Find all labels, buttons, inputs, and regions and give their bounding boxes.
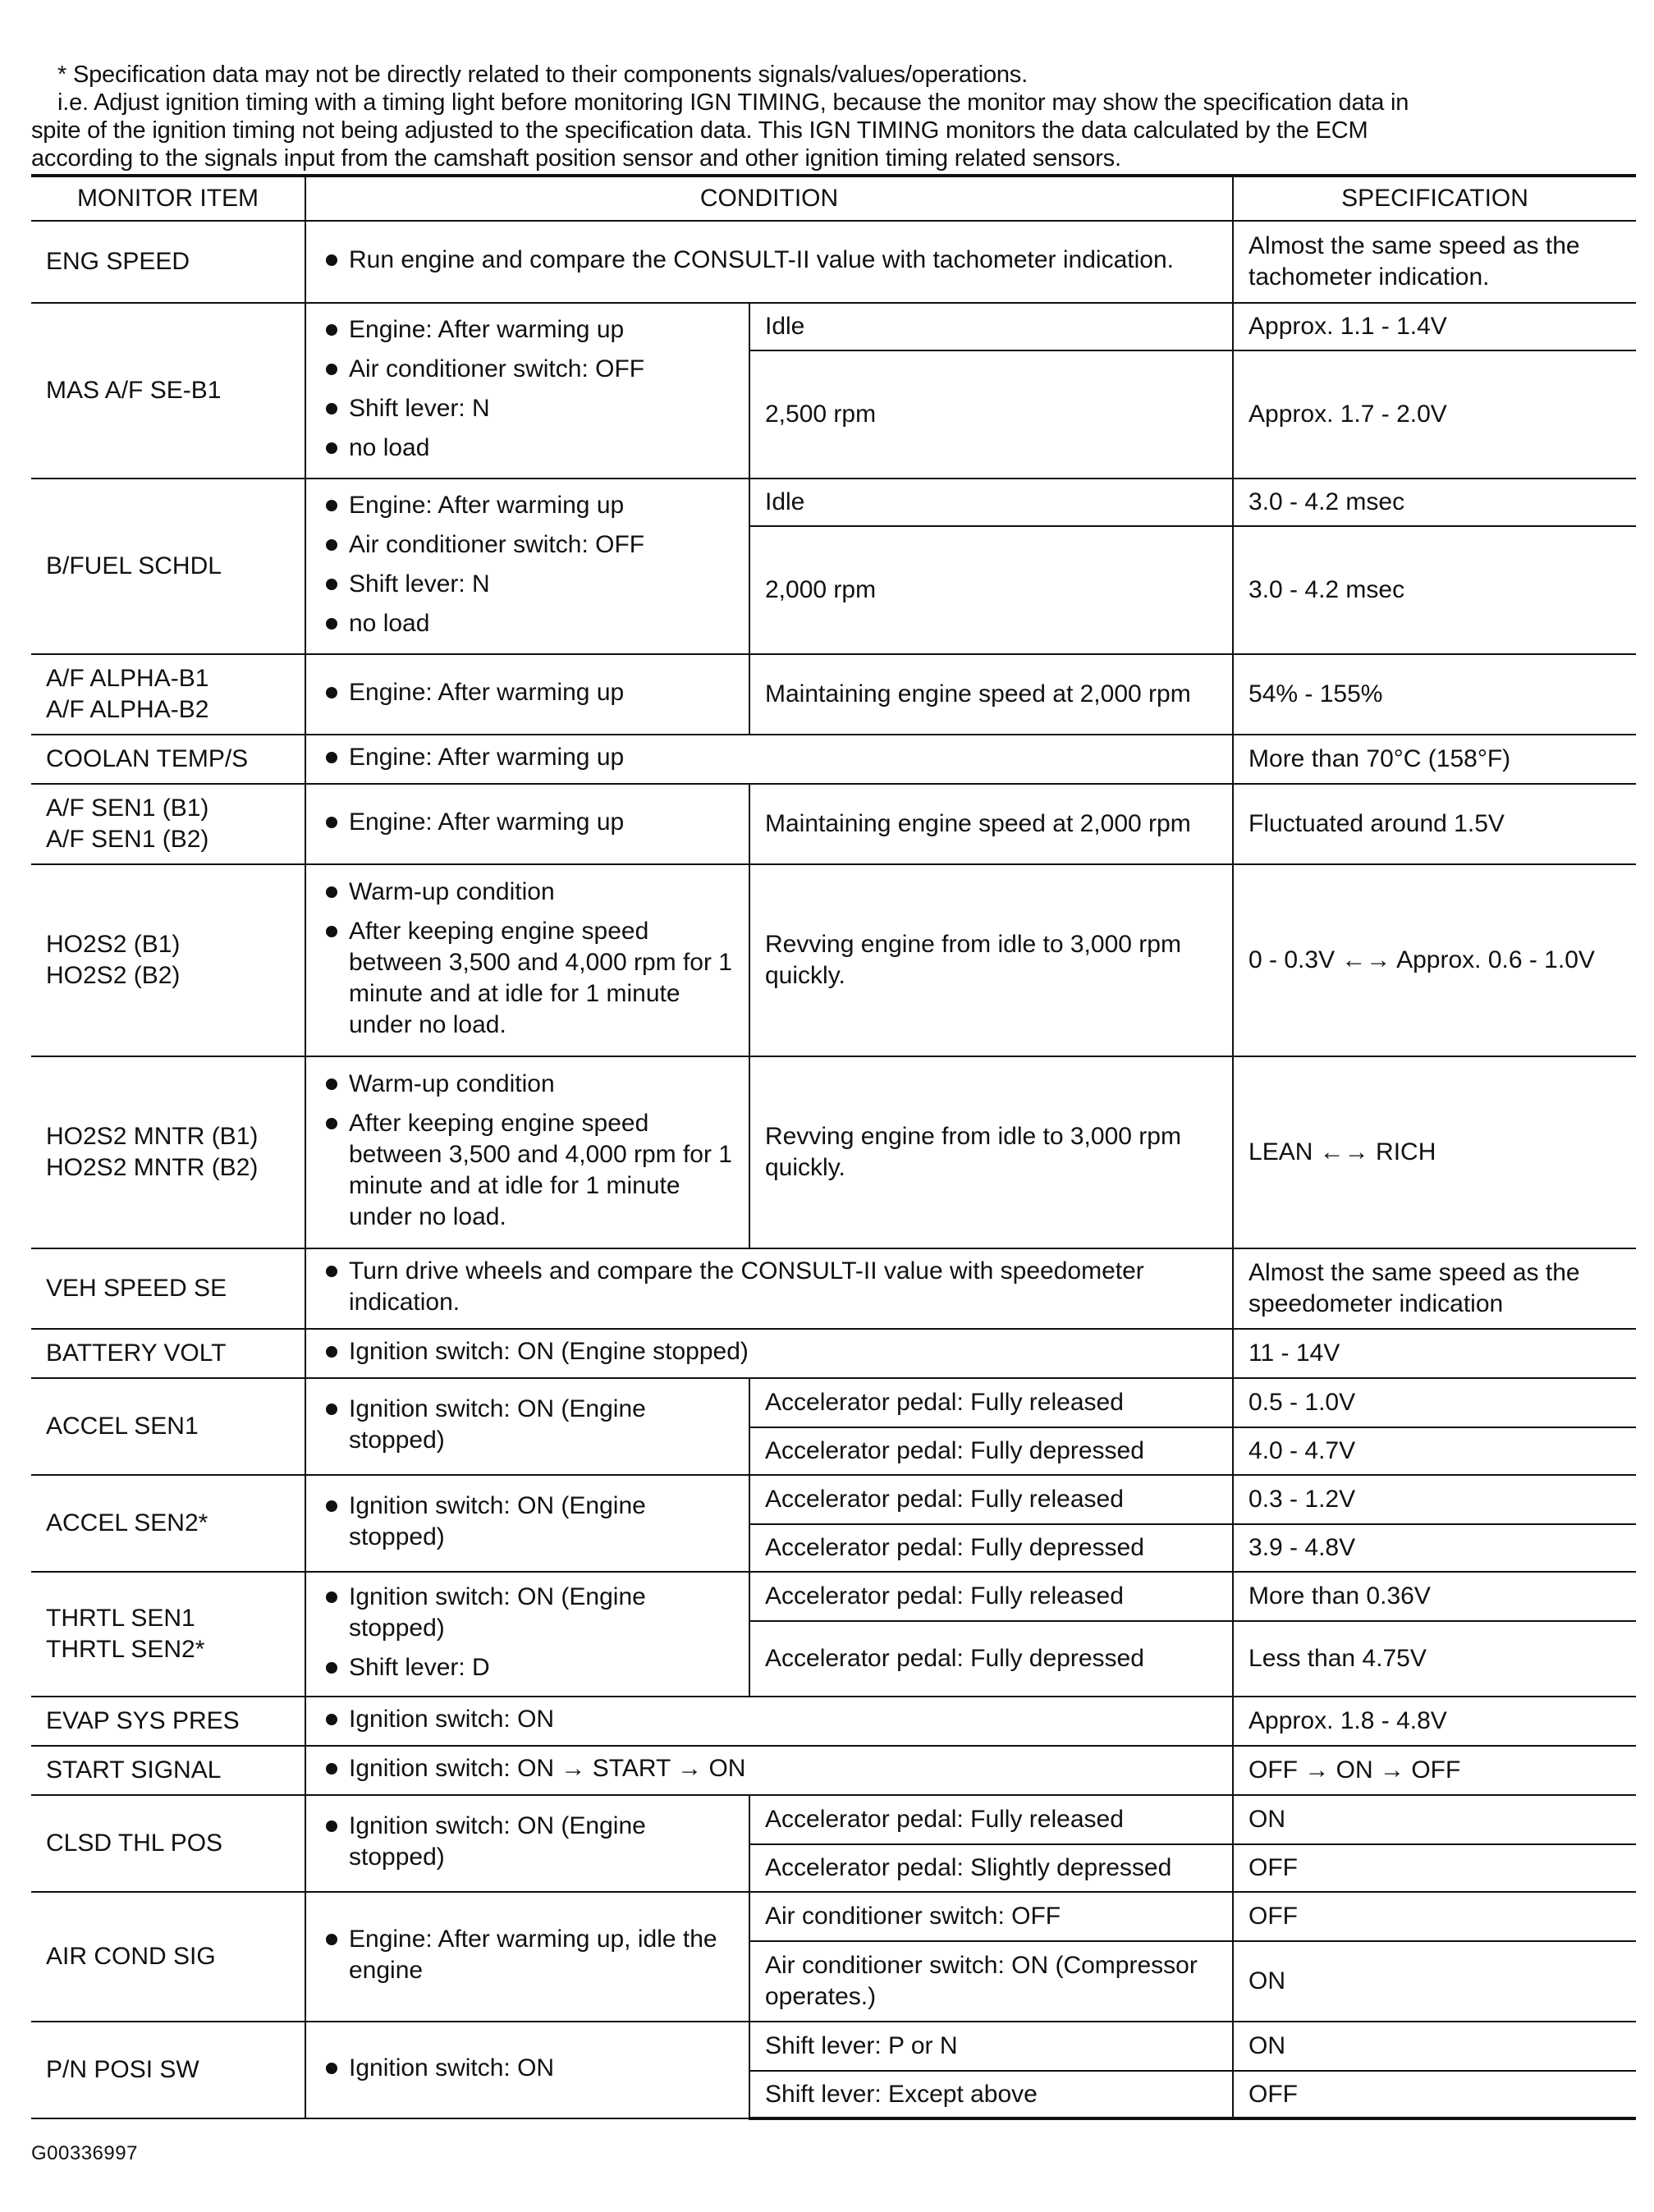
specification-value: Almost the same speed as the speedometer indication xyxy=(1233,1248,1636,1329)
figure-code: G00336997 xyxy=(31,2142,138,2164)
monitor-item: EVAP SYS PRES xyxy=(31,1697,305,1746)
table-row xyxy=(31,654,1636,735)
sub-condition: Revving engine from idle to 3,000 rpm quickly. xyxy=(749,1056,1233,1248)
specification-value: 54% - 155% xyxy=(1233,654,1636,735)
table-row xyxy=(31,1329,1636,1378)
condition-bullet: Ignition switch: ON (Engine stopped) xyxy=(321,1336,1217,1367)
specification-value: 11 - 14V xyxy=(1233,1329,1636,1378)
monitor-item: MAS A/F SE-B1 xyxy=(31,303,305,479)
condition-cell xyxy=(305,1746,1233,1795)
sub-condition: Idle xyxy=(749,479,1233,526)
condition-bullet: Ignition switch: ON (Engine stopped) xyxy=(321,1582,734,1644)
specification-value: Almost the same speed as the tachometer indication. xyxy=(1233,221,1636,303)
condition-bullet: Engine: After warming up xyxy=(321,490,734,521)
monitor-item: ACCEL SEN1 xyxy=(31,1378,305,1475)
specification-value: Approx. 1.7 - 2.0V xyxy=(1233,350,1636,479)
header-specification: SPECIFICATION xyxy=(1233,176,1636,221)
monitor-item: B/FUEL SCHDL xyxy=(31,479,305,654)
sub-condition: Shift lever: P or N xyxy=(749,2022,1233,2071)
condition-bullet: Ignition switch: ON xyxy=(321,1704,1217,1735)
condition-bullet: Air conditioner switch: OFF xyxy=(321,354,734,385)
condition-bullet: Run engine and compare the CONSULT-II value with tachometer indication. xyxy=(321,245,1217,276)
table-header-row xyxy=(31,176,1636,221)
monitor-item-line: THRTL SEN2* xyxy=(46,1636,205,1663)
condition-bullet: Shift lever: N xyxy=(321,569,734,600)
table-row xyxy=(31,1572,1636,1621)
condition-cell xyxy=(305,1572,749,1697)
specification-value: 3.0 - 4.2 msec xyxy=(1233,479,1636,526)
sub-condition: Air conditioner switch: ON (Compressor operates.) xyxy=(749,1941,1233,2022)
specification-value: OFF xyxy=(1233,2071,1636,2118)
sub-condition: Accelerator pedal: Fully depressed xyxy=(749,1621,1233,1697)
monitor-item xyxy=(31,1056,305,1248)
specification-value: LEAN ←→ RICH xyxy=(1233,1056,1636,1248)
monitor-item xyxy=(31,864,305,1056)
header-condition: CONDITION xyxy=(305,176,1233,221)
sub-condition: Accelerator pedal: Fully released xyxy=(749,1378,1233,1427)
condition-bullet: Engine: After warming up xyxy=(321,742,1217,773)
condition-bullet: After keeping engine speed between 3,500 and 4,000 rpm for 1 minute and at idle for 1 minute under no load. xyxy=(321,916,734,1041)
condition-cell xyxy=(305,1248,1233,1329)
monitor-item-line: A/F SEN1 (B1) xyxy=(46,795,209,822)
condition-bullet: Shift lever: N xyxy=(321,393,734,424)
monitor-item xyxy=(31,784,305,864)
specification-value: 0.5 - 1.0V xyxy=(1233,1378,1636,1427)
condition-bullet: Engine: After warming up xyxy=(321,314,734,346)
specification-value: 4.0 - 4.7V xyxy=(1233,1427,1636,1475)
table-row xyxy=(31,303,1636,350)
footnote-line: according to the signals input from the camshaft position sensor and other ignition timing related sensors. xyxy=(31,145,1121,172)
condition-cell xyxy=(305,303,749,479)
condition-cell xyxy=(305,784,749,864)
specification-value: OFF → ON → OFF xyxy=(1233,1746,1636,1795)
sub-condition: Idle xyxy=(749,303,1233,350)
monitor-item: ACCEL SEN2* xyxy=(31,1475,305,1572)
header-monitor-item: MONITOR ITEM xyxy=(31,176,305,221)
monitor-item: VEH SPEED SE xyxy=(31,1248,305,1329)
sub-condition: Accelerator pedal: Fully released xyxy=(749,1795,1233,1844)
specification-value: ON xyxy=(1233,2022,1636,2071)
table-row xyxy=(31,784,1636,864)
sub-condition: Accelerator pedal: Fully released xyxy=(749,1572,1233,1621)
condition-cell xyxy=(305,1056,749,1248)
sub-condition: Accelerator pedal: Slightly depressed xyxy=(749,1844,1233,1892)
footnote-line: * Specification data may not be directly related to their components signals/values/operations. xyxy=(57,62,1028,88)
table-row xyxy=(31,1892,1636,1941)
condition-cell xyxy=(305,654,749,735)
monitor-item: COOLAN TEMP/S xyxy=(31,735,305,784)
sub-condition: Air conditioner switch: OFF xyxy=(749,1892,1233,1941)
footnote-text xyxy=(31,61,1636,172)
condition-bullet: no load xyxy=(321,608,734,639)
monitor-item: P/N POSI SW xyxy=(31,2022,305,2118)
condition-bullet: Ignition switch: ON → START → ON xyxy=(321,1753,1217,1784)
table-row xyxy=(31,2022,1636,2071)
specification-value: Approx. 1.1 - 1.4V xyxy=(1233,303,1636,350)
condition-cell xyxy=(305,479,749,654)
specification-value: ON xyxy=(1233,1795,1636,1844)
condition-bullet: Engine: After warming up xyxy=(321,807,734,838)
condition-bullet: no load xyxy=(321,433,734,464)
sub-condition: Accelerator pedal: Fully depressed xyxy=(749,1427,1233,1475)
footnote-line: spite of the ignition timing not being adjusted to the specification data. This IGN TIMING monitors the data calculated by the ECM xyxy=(31,117,1368,144)
specification-value: OFF xyxy=(1233,1892,1636,1941)
monitor-item-line: A/F ALPHA-B2 xyxy=(46,696,209,723)
condition-cell xyxy=(305,2022,749,2118)
monitor-item-line: HO2S2 (B1) xyxy=(46,931,181,958)
condition-bullet: Turn drive wheels and compare the CONSULT-II value with speedometer indication. xyxy=(321,1256,1217,1318)
condition-bullet: After keeping engine speed between 3,500 and 4,000 rpm for 1 minute and at idle for 1 minute under no load. xyxy=(321,1108,734,1233)
monitor-spec-table xyxy=(31,174,1636,2120)
monitor-item: ENG SPEED xyxy=(31,221,305,303)
condition-bullet: Ignition switch: ON (Engine stopped) xyxy=(321,1394,734,1456)
monitor-item-line: HO2S2 MNTR (B2) xyxy=(46,1154,259,1181)
condition-bullet: Shift lever: D xyxy=(321,1652,734,1683)
specification-value: Less than 4.75V xyxy=(1233,1621,1636,1697)
monitor-item: START SIGNAL xyxy=(31,1746,305,1795)
specification-value: OFF xyxy=(1233,1844,1636,1892)
condition-cell xyxy=(305,1697,1233,1746)
specification-value: More than 70°C (158°F) xyxy=(1233,735,1636,784)
condition-bullet: Warm-up condition xyxy=(321,877,734,908)
sub-condition: 2,000 rpm xyxy=(749,526,1233,654)
sub-condition: 2,500 rpm xyxy=(749,350,1233,479)
table-row xyxy=(31,1475,1636,1524)
sub-condition: Accelerator pedal: Fully depressed xyxy=(749,1524,1233,1572)
condition-cell xyxy=(305,221,1233,303)
table-row xyxy=(31,1378,1636,1427)
condition-bullet: Ignition switch: ON xyxy=(321,2053,734,2084)
condition-bullet: Engine: After warming up xyxy=(321,677,734,708)
sub-condition: Maintaining engine speed at 2,000 rpm xyxy=(749,784,1233,864)
condition-cell xyxy=(305,735,1233,784)
monitor-item xyxy=(31,654,305,735)
condition-cell xyxy=(305,1378,749,1475)
table-row xyxy=(31,1697,1636,1746)
table-row xyxy=(31,735,1636,784)
monitor-item: AIR COND SIG xyxy=(31,1892,305,2022)
monitor-item-line: HO2S2 MNTR (B1) xyxy=(46,1123,259,1150)
sub-condition: Shift lever: Except above xyxy=(749,2071,1233,2118)
monitor-item: BATTERY VOLT xyxy=(31,1329,305,1378)
monitor-item: CLSD THL POS xyxy=(31,1795,305,1892)
table-row xyxy=(31,1056,1636,1248)
condition-bullet: Engine: After warming up, idle the engine xyxy=(321,1924,734,1986)
specification-value: 3.0 - 4.2 msec xyxy=(1233,526,1636,654)
sub-condition: Revving engine from idle to 3,000 rpm quickly. xyxy=(749,864,1233,1056)
specification-value: More than 0.36V xyxy=(1233,1572,1636,1621)
condition-cell xyxy=(305,864,749,1056)
table-row xyxy=(31,1795,1636,1844)
specification-value: 3.9 - 4.8V xyxy=(1233,1524,1636,1572)
condition-bullet: Warm-up condition xyxy=(321,1069,734,1100)
table-row xyxy=(31,1746,1636,1795)
table-row xyxy=(31,1248,1636,1329)
condition-cell xyxy=(305,1795,749,1892)
sub-condition: Accelerator pedal: Fully released xyxy=(749,1475,1233,1524)
condition-cell xyxy=(305,1329,1233,1378)
monitor-item-line: HO2S2 (B2) xyxy=(46,962,181,989)
specification-value: ON xyxy=(1233,1941,1636,2022)
specification-value: Approx. 1.8 - 4.8V xyxy=(1233,1697,1636,1746)
table-row xyxy=(31,864,1636,1056)
monitor-item xyxy=(31,1572,305,1697)
monitor-item-line: A/F SEN1 (B2) xyxy=(46,826,209,853)
footnote-line: i.e. Adjust ignition timing with a timing light before monitoring IGN TIMING, because the monitor may show the specification data in xyxy=(57,89,1409,116)
table-row xyxy=(31,221,1636,303)
condition-bullet: Ignition switch: ON (Engine stopped) xyxy=(321,1491,734,1553)
specification-value: Fluctuated around 1.5V xyxy=(1233,784,1636,864)
monitor-item-line: THRTL SEN1 xyxy=(46,1605,195,1632)
condition-bullet: Air conditioner switch: OFF xyxy=(321,529,734,561)
specification-value: 0.3 - 1.2V xyxy=(1233,1475,1636,1524)
condition-cell xyxy=(305,1892,749,2022)
monitor-item-line: A/F ALPHA-B1 xyxy=(46,665,209,692)
specification-value: 0 - 0.3V ←→ Approx. 0.6 - 1.0V xyxy=(1233,864,1636,1056)
sub-condition: Maintaining engine speed at 2,000 rpm xyxy=(749,654,1233,735)
condition-bullet: Ignition switch: ON (Engine stopped) xyxy=(321,1811,734,1873)
condition-cell xyxy=(305,1475,749,1572)
table-row xyxy=(31,479,1636,526)
